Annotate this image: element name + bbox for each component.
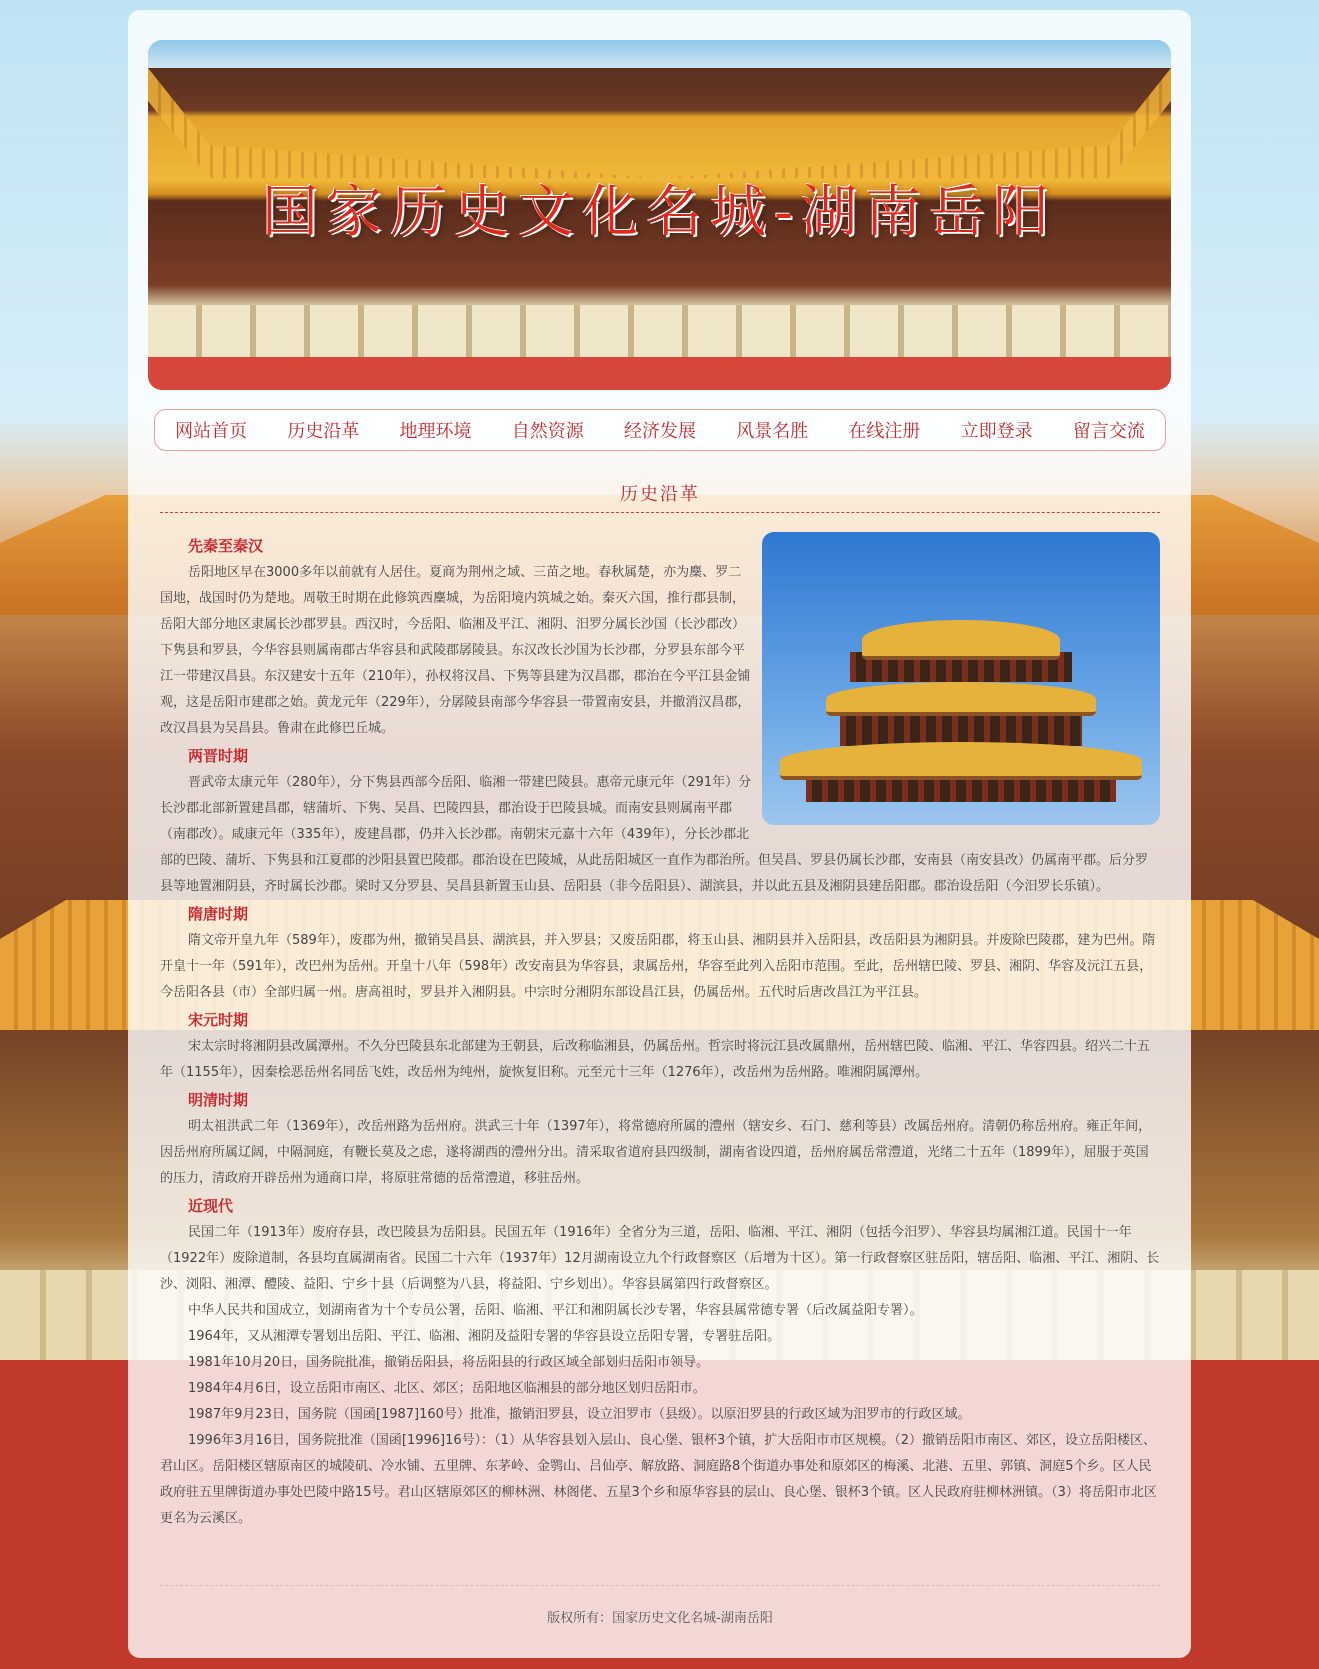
paragraph: 宋太宗时将湘阴县改属潭州。不久分巴陵县东北部建为王朝县，后改称临湘县，仍属岳州。哲宗时将沅江县改属鼎州，岳州辖巴陵、临湘、平江、华容四县。绍兴二十五年（1155年），因秦桧恶岳州名同岳飞姓，改岳州为纯州，旋恢复旧称。元至元十三年（1276年），改岳州为岳州路。唯湘阴属潭州。 bbox=[160, 1039, 1151, 1080]
section-title: 历史沿革 bbox=[620, 484, 700, 505]
paragraph: 隋文帝开皇九年（589年），废郡为州，撤销吴昌县、湖滨县，并入罗县；又废岳阳郡，将玉山县、湘阴县并入岳阳县，改岳阳县为湘阴县。并废除巴陵郡，建为巴州。隋开皇十一年（591年），改巴州为岳州。开皇十八年（598年）改安南县为华容县，隶属岳州，华容至此列入岳阳市范围。至此，岳州辖巴陵、罗县、湘阴、华容及沅江五县，今岳阳各县（市）全部归属一州。唐高祖时，罗县并入湘阴县。中宗时分湘阴东部设昌江县，仍属岳州。五代时后唐改昌江为平江县。 bbox=[160, 933, 1156, 1000]
paragraph: 1964年，又从湘潭专署划出岳阳、平江、临湘、湘阴及益阳专署的华容县设立岳阳专署，专署驻岳阳。 bbox=[188, 1329, 781, 1344]
nav-resources[interactable]: 自然资源 bbox=[511, 421, 584, 442]
heading-song-yuan: 宋元时期 bbox=[188, 1011, 249, 1029]
paragraph: 1984年4月6日，设立岳阳市南区、北区、郊区；岳阳地区临湘县的部分地区划归岳阳市。 bbox=[188, 1381, 706, 1396]
site-title: 国家历史文化名城-湖南岳阳 bbox=[262, 180, 1057, 245]
header-banner bbox=[148, 40, 1171, 390]
photo-roof-bottom bbox=[780, 742, 1142, 780]
heading-modern: 近现代 bbox=[188, 1197, 234, 1215]
yueyang-tower-photo bbox=[762, 532, 1160, 825]
nav-guestbook[interactable]: 留言交流 bbox=[1072, 421, 1145, 442]
main-nav bbox=[154, 409, 1166, 451]
nav-login[interactable]: 立即登录 bbox=[960, 421, 1033, 442]
paragraph: 中华人民共和国成立，划湖南省为十个专员公署，岳阳、临湘、平江和湘阴属长沙专署，华容县属常德专署（后改属益阳专署）。 bbox=[188, 1303, 923, 1318]
article-content bbox=[160, 532, 1160, 1532]
nav-economy[interactable]: 经济发展 bbox=[623, 421, 696, 442]
banner-railing-image bbox=[148, 305, 1171, 357]
heading-ming-qing: 明清时期 bbox=[188, 1091, 249, 1109]
paragraph: 明太祖洪武二年（1369年），改岳州路为岳州府。洪武三十年（1397年），将常德府所属的澧州（辖安乡、石门、慈利等县）改属岳州府。清朝仍称岳州府。雍正年间，因岳州府所属辽阔，中隔洞庭，有鞭长莫及之虑，遂将湖西的澧州分出。清采取省道府县四级制，湖南省设四道，岳州府属岳常澧道，光绪二十五年（1899年），屈服于英国的压力，清政府开辟岳州为通商口岸，将原驻常德的岳常澧道，移驻岳州。 bbox=[160, 1119, 1152, 1186]
nav-history[interactable]: 历史沿革 bbox=[287, 421, 360, 442]
heading-sui-tang: 隋唐时期 bbox=[188, 905, 249, 923]
banner-roof-image bbox=[148, 68, 1171, 178]
photo-roof-middle bbox=[826, 682, 1096, 716]
paragraph: 岳阳地区早在3000多年以前就有人居住。夏商为荆州之域、三苗之地。春秋属楚，亦为麇、罗二国地，战国时仍为楚地。周敬王时期在此修筑西麇城，为岳阳境内筑城之始。秦灭六国，推行郡县制，岳阳大部分地区隶属长沙郡罗县。西汉时，今岳阳、临湘及平江、湘阴、汨罗分属长沙国（长沙郡改）下隽县和罗县，今华容县则属南郡古华容县和武陵郡孱陵县。东汉改长沙国为长沙郡，分罗县东部今平江一带建汉昌县。东汉建安十五年（210年），孙权将汉昌、下隽等县建为汉昌郡，郡治在今平江县金铺观，这是岳阳市建郡之始。黄龙元年（229年），分孱陵县南部今华容县一带置南安县，并撤消汉昌郡，改汉昌县为吴昌县。鲁肃在此修巴丘城。 bbox=[160, 565, 751, 736]
paragraph: 晋武帝太康元年（280年），分下隽县西部今岳阳、临湘一带建巴陵县。惠帝元康元年（291年）分长沙郡北部新置建昌郡，辖蒲圻、下隽、吴昌、巴陵四县，郡治设于巴陵县城。而南安县则属南平郡（南郡改）。咸康元年（335年），废建昌郡，仍并入长沙郡。南朝宋元嘉十六年（439年），分长沙郡北部的巴陵、蒲圻、下隽县和江夏郡的沙阳县置巴陵郡。郡治设在巴陵城，从此岳阳城区一直作为郡治所。但吴昌、罗县仍属长沙郡，安南县（南安县改）仍属南平郡。后分罗县等地置湘阴县，齐时属长沙郡。梁时又分罗县、吴昌县新置玉山县、岳阳县（非今岳阳县）、湖滨县，并以此五县及湘阴县建岳阳郡。郡治设岳阳（今汨罗长乐镇）。 bbox=[160, 775, 1149, 894]
nav-geography[interactable]: 地理环境 bbox=[399, 421, 472, 442]
nav-register[interactable]: 在线注册 bbox=[848, 421, 921, 442]
footer-divider bbox=[160, 1585, 1160, 1586]
photo-roof-top bbox=[862, 620, 1060, 660]
section-divider bbox=[160, 512, 1160, 513]
footer-copyright: 版权所有：国家历史文化名城-湖南岳阳 bbox=[547, 1611, 773, 1626]
paragraph: 1996年3月16日，国务院批准（国函[1996]16号）：（1）从华容县划入层山、良心堡、银杯3个镇，扩大岳阳市市区规模。（2）撤销岳阳市南区、郊区，设立岳阳楼区、君山区。岳阳楼区辖原南区的城陵矶、冷水铺、五里牌、东茅岭、金鹗山、吕仙亭、解放路、洞庭路8个街道办事处和原郊区的梅溪、北港、五里、郭镇、洞庭5个乡。区人民政府驻五里牌街道办事处巴陵中路15号。君山区辖原郊区的柳林洲、林阁佬、五星3个乡和原华容县的层山、良心堡、银杯3个镇。区人民政府驻柳林洲镇。（3）将岳阳市北区更名为云溪区。 bbox=[160, 1433, 1157, 1526]
nav-scenery[interactable]: 风景名胜 bbox=[736, 421, 809, 442]
paragraph: 1987年9月23日，国务院（国函[1987]160号）批准，撤销汨罗县，设立汨罗市（县级）。以原汨罗县的行政区域为汨罗市的行政区域。 bbox=[188, 1407, 971, 1422]
paragraph: 民国二年（1913年）废府存县，改巴陵县为岳阳县。民国五年（1916年）全省分为三道，岳阳、临湘、平江、湘阴（包括今汨罗）、华容县均属湘江道。民国十一年（1922年）废除道制，各县均直属湖南省。民国二十六年（1937年）12月湖南设立九个行政督察区（后增为十区）。第一行政督察区驻岳阳，辖岳阳、临湘、平江、湘阴、长沙、浏阳、湘潭、醴陵、益阳、宁乡十县（后调整为八县，将益阳、宁乡划出）。华容县属第四行政督察区。 bbox=[160, 1225, 1160, 1292]
banner-wall-image bbox=[148, 357, 1171, 390]
paragraph: 1981年10月20日，国务院批准，撤销岳阳县，将岳阳县的行政区域全部划归岳阳市领导。 bbox=[188, 1355, 710, 1370]
heading-jin: 两晋时期 bbox=[188, 747, 249, 765]
main-panel bbox=[128, 10, 1191, 1658]
heading-pre-qin: 先秦至秦汉 bbox=[188, 537, 264, 555]
nav-home[interactable]: 网站首页 bbox=[175, 421, 248, 442]
